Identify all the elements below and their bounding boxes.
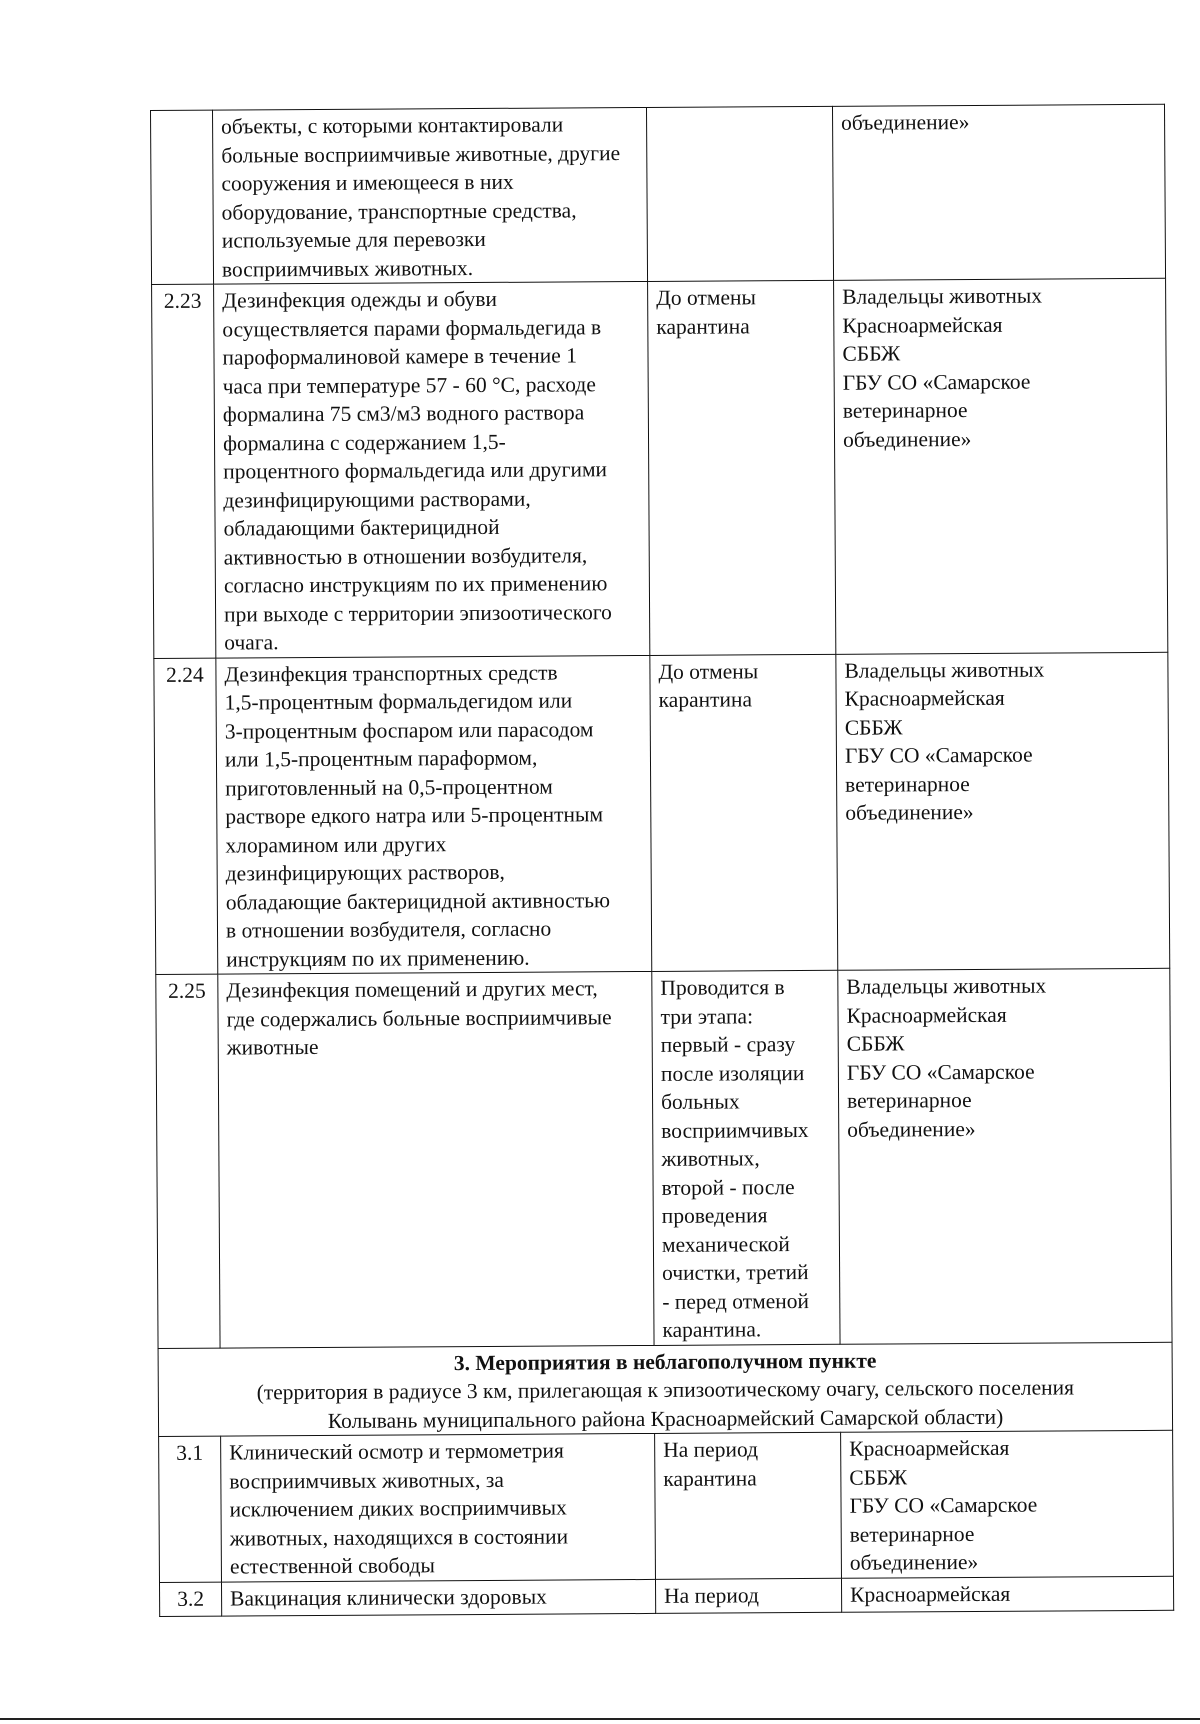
responsible-text: Красноармейская bbox=[841, 1576, 1173, 1612]
section-header bbox=[158, 1342, 1173, 1437]
section-title: 3. Мероприятия в неблагополучном пункте bbox=[453, 1348, 877, 1375]
row-number: 2.24 bbox=[154, 658, 218, 975]
row-number: 2.23 bbox=[152, 284, 216, 658]
responsible-text: Красноармейская СББЖ ГБУ СО «Самарское ветеринарное объединение» bbox=[841, 1430, 1174, 1578]
table-row bbox=[154, 652, 1170, 975]
responsible-text: Владельцы животных Красноармейская СББЖ ГБУ СО «Самарское ветеринарное объединение» bbox=[836, 652, 1170, 971]
scan-edge-line bbox=[0, 1718, 1200, 1720]
table-row bbox=[151, 104, 1166, 284]
measures-table bbox=[150, 104, 1174, 1617]
measure-text: Клинический осмотр и термометрия восприимчивых животных, за исключением диких восприимчивых животных, находящихся в состоянии естественной свободы bbox=[221, 1433, 656, 1581]
row-number bbox=[151, 110, 214, 284]
term-text: До отмены карантина bbox=[650, 654, 838, 972]
table-row bbox=[159, 1576, 1173, 1616]
table-row bbox=[159, 1430, 1174, 1582]
term-text: На период карантина bbox=[655, 1432, 842, 1579]
term-text: Проводится в три этапа: первый - сразу после изоляции больных восприимчивых животных, второй - после проведения механической очистки, третий - перед отменой карантина. bbox=[652, 970, 840, 1345]
responsible-text: объединение» bbox=[832, 104, 1165, 280]
row-number: 2.25 bbox=[156, 974, 220, 1348]
term-text: До отмены карантина bbox=[648, 280, 836, 655]
term-text: На период bbox=[655, 1578, 841, 1613]
row-number: 3.2 bbox=[159, 1582, 221, 1616]
measure-text: объекты, с которыми контактировали больные восприимчивые животные, другие сооружения и имеющееся в них оборудование, транспортные средства, используемые для перевозки восприимчивых животных. bbox=[213, 107, 648, 284]
table-row bbox=[152, 278, 1168, 658]
responsible-text: Владельцы животных Красноармейская СББЖ ГБУ СО «Самарское ветеринарное объединение» bbox=[834, 278, 1168, 654]
section-header-row bbox=[158, 1342, 1173, 1437]
responsible-text: Владельцы животных Красноармейская СББЖ ГБУ СО «Самарское ветеринарное объединение» bbox=[838, 968, 1172, 1344]
term-text bbox=[646, 106, 833, 281]
section-subtitle: (территория в радиусе 3 км, прилегающая к эпизоотическому очагу, сельского поселения Колывань муниципального района Красноармейский Самарской области) bbox=[256, 1375, 1075, 1433]
row-number: 3.1 bbox=[159, 1436, 222, 1582]
measure-text: Дезинфекция помещений и других мест, где содержались больные восприимчивые животные bbox=[218, 971, 654, 1347]
measure-text: Дезинфекция транспортных средств 1,5-процентным формальдегидом или 3-процентным фоспаром или парасодом или 1,5-процентным параформом, приготовленный на 0,5-процентном растворе едкого натра или 5-процентным хлорамином или других дезинфицирующих растворов, обладающие бактерицидной активностью в отношении возбудителя, согласно инструкциям по их применению. bbox=[216, 655, 652, 974]
table-row bbox=[156, 968, 1172, 1348]
measure-text: Вакцинация клинически здоровых bbox=[221, 1579, 655, 1616]
measure-text: Дезинфекция одежды и обуви осуществляется парами формальдегида в пароформалиновой камере в течение 1 часа при температуре 57 - 60 °С, расходе формалина 75 см3/м3 водного раствора формалина с содержанием 1,5- процентного формальдегида или другими дезинфицирующими растворами, обладающими бактерицидной активностью в отношении возбудителя, согласно инструкциям по их применению при выходе с территории эпизоотического очага. bbox=[214, 281, 650, 657]
